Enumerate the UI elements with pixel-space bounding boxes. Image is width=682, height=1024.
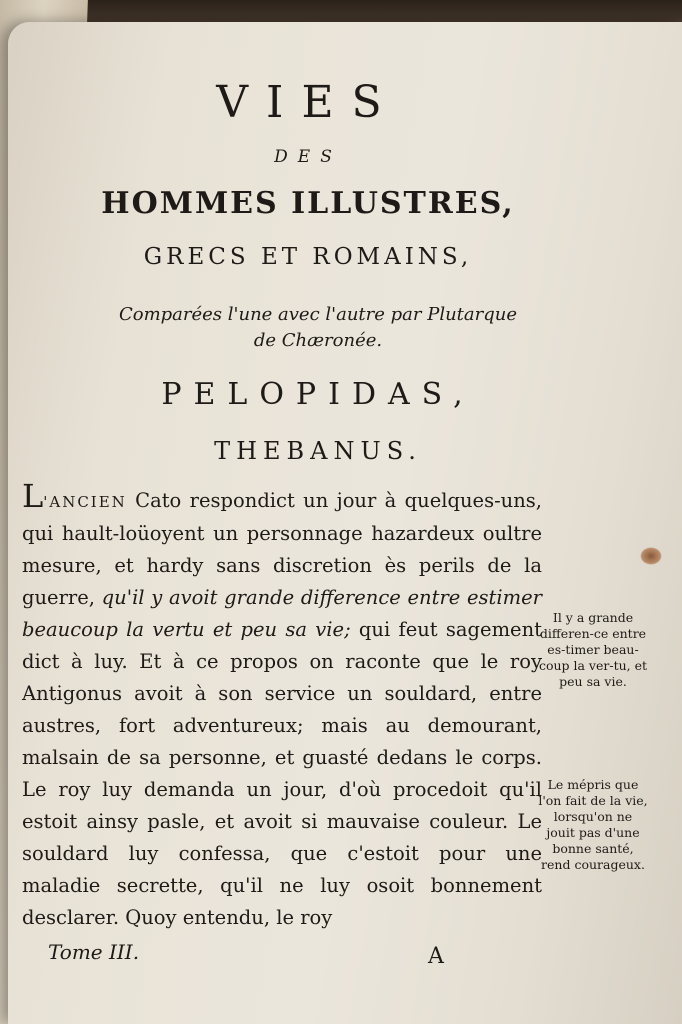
volume-label: Tome III.	[48, 940, 140, 964]
title-vies: VIES	[216, 77, 400, 128]
signature-mark: A	[428, 944, 444, 969]
drop-cap: L	[22, 477, 44, 515]
text-italic-quote: qu'il y avoit grande difference entre estimer beaucoup la vertu et peu sa vie;	[22, 586, 542, 641]
body-paragraph	[22, 477, 542, 934]
title-grecs-et-romains: GRECS ET ROMAINS,	[143, 244, 473, 270]
margin-note-2: Le mépris que l'on fait de la vie, lorsqu'on ne jouit pas d'une bonne santé, rend courageux.	[538, 777, 648, 872]
margin-note-1: Il y a grande differen-ce entre es-timer beau-coup la ver-tu, et peu sa vie.	[538, 610, 648, 689]
title-hommes-illustres: HOMMES ILLUSTRES,	[101, 186, 515, 221]
paper-stain	[640, 547, 662, 565]
book-page	[8, 22, 682, 1024]
subtitle	[48, 302, 588, 354]
text-part-a: Cato respondict un jour à quelques-uns, qui hault-loüoyent un personnage hazardeux oultre mesure, et hardy sans discretion ès perils de la guerre,	[22, 489, 542, 609]
life-name: PELOPIDAS,	[161, 377, 475, 412]
title-des: DES	[274, 147, 342, 167]
text-part-b: qui feut sagement dict à luy. Et à ce propos on raconte que le roy Antigonus avoit à son service un souldard, entre austres, fort adventureux; mais au demourant, malsain de sa personne, et guasté dedans le corps. Le roy luy demanda un jour, d'où procedoit qu'il estoit ainsy pasle, et avoit si mauvaise couleur. Le souldard luy confessa, que c'estoit pour une maladie secrette, qu'il ne luy osoit bonnement desclarer. Quoy entendu, le roy	[22, 618, 542, 929]
lead-word: 'ANCIEN	[43, 493, 127, 511]
subtitle-line1: Comparées l'une avec l'autre par Plutarque	[118, 304, 518, 325]
life-origin: THEBANUS.	[214, 437, 422, 465]
subtitle-line2: de Chæronée.	[253, 330, 383, 351]
